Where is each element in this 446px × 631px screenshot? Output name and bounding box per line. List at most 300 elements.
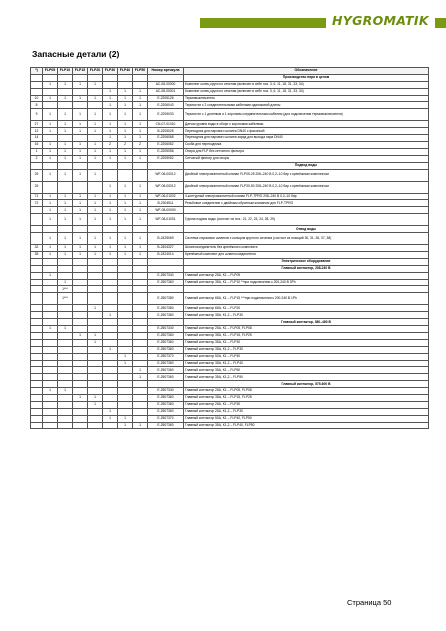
table-cell [133,272,148,279]
table-cell [58,415,73,422]
table-row [31,312,429,319]
table-cell [88,88,103,95]
description-cell: Главный контактор 35А, K1,2 – FLP50 [184,374,429,381]
table-cell [43,401,58,408]
table-cell: 1 [133,422,148,429]
table-cell [118,293,133,305]
table-row [31,394,429,401]
description-cell: Термостат с 2 соединительными кабелями одинаковой длины [184,102,429,109]
table-cell: 1 [43,95,58,102]
table-cell: 1 [118,245,133,252]
table-cell [73,74,88,81]
table-cell [133,408,148,415]
table-cell [31,374,43,381]
table-cell: 1 [103,155,118,162]
table-cell [31,214,43,226]
table-cell [88,367,103,374]
table-cell: 1 [133,109,148,121]
table-cell [43,360,58,367]
table-row [31,200,429,207]
page-number: Страница 50 [347,598,392,607]
article-number-cell: E-2206068 [148,135,184,142]
table-cell [73,422,88,429]
table-cell: 1 [73,332,88,339]
article-number-cell [148,319,184,326]
header-bar [0,0,446,42]
table-cell: 1 [118,415,133,422]
table-cell [73,353,88,360]
table-cell [58,162,73,169]
table-cell: 25 [31,169,43,181]
table-cell [133,162,148,169]
table-cell [133,415,148,422]
table-cell [58,319,73,326]
table-cell: 1*** [58,293,73,305]
table-cell [58,381,73,388]
table-cell: 1 [43,128,58,135]
table-cell [133,401,148,408]
table-cell: 1 [118,148,133,155]
table-cell [133,226,148,233]
table-cell [31,286,43,293]
table-cell: 1 [103,200,118,207]
table-cell [31,422,43,429]
table-cell [31,305,43,312]
table-cell: 1 [73,169,88,181]
table-cell: 1 [103,109,118,121]
table-cell [118,279,133,286]
table-cell [58,394,73,401]
table-cell [31,265,43,272]
table-cell: 1 [103,102,118,109]
table-cell [118,346,133,353]
article-number-cell: B-2205025 [148,128,184,135]
table-row [31,422,429,429]
table-cell: 1 [103,312,118,319]
article-number-cell: E-2507360 [148,408,184,415]
table-cell: 1 [43,81,58,88]
table-cell: 1 [118,200,133,207]
table-cell [88,346,103,353]
table-cell [118,312,133,319]
table-cell: 1 [43,148,58,155]
article-number-cell: B-2425069 [148,233,184,245]
table-cell [73,312,88,319]
table-cell [133,265,148,272]
description-cell: Главный контактор 25А, K1 – FLP05, FLP08 [184,388,429,395]
table-cell [103,293,118,305]
table-cell: 1 [58,81,73,88]
table-cell: 1 [88,207,103,214]
table-cell [58,367,73,374]
table-row [31,233,429,245]
table-cell [133,332,148,339]
table-cell: 1 [133,245,148,252]
description-cell: Переходник для парового шланга DN40 с фасонкой [184,128,429,135]
article-number-cell [148,226,184,233]
article-number-cell [148,74,184,81]
table-cell [43,353,58,360]
table-cell: 1 [73,233,88,245]
table-cell: 1 [88,252,103,259]
description-cell: Комплект колец круглого сечения (включен в себе поз. 3, 6, 11, 18, 31, 33, 34) [184,88,429,95]
table-cell [133,312,148,319]
table-cell [73,279,88,286]
table-cell: 1 [103,252,118,259]
table-cell: 1 [133,214,148,226]
article-number-cell: E-2507360 [148,374,184,381]
table-cell: 10 [31,95,43,102]
table-row [31,102,429,109]
table-cell [43,162,58,169]
table-cell [103,319,118,326]
description-cell [184,207,429,214]
description-cell: Датчик уровня воды в сборе с короткими кабелями [184,121,429,128]
table-cell [58,374,73,381]
table-cell [118,169,133,181]
table-cell: 1 [133,374,148,381]
table-cell: 1 [58,121,73,128]
table-cell [73,226,88,233]
article-number-cell: WF-06-00012 [148,169,184,181]
table-cell [103,265,118,272]
description-cell: Главный контактор 35А, K1,2 – FLP30 [184,312,429,319]
table-row [31,388,429,395]
table-cell [31,81,43,88]
table-row [31,81,429,88]
table-cell: 1 [43,272,58,279]
article-number-cell [148,162,184,169]
table-cell: 1 [43,214,58,226]
table-cell: 32 [31,245,43,252]
spare-parts-table [30,67,429,429]
table-cell: 1 [133,200,148,207]
table-cell [31,162,43,169]
table-cell [58,88,73,95]
table-row [31,121,429,128]
table-cell [73,293,88,305]
description-cell: Главный контактор, 208-240 В [184,265,429,272]
table-cell [31,401,43,408]
table-cell [118,381,133,388]
table-cell: 1 [58,279,73,286]
table-cell [118,388,133,395]
table-cell: 1 [58,207,73,214]
table-row [31,279,429,286]
table-cell [103,74,118,81]
table-cell [43,88,58,95]
logo [326,9,435,31]
table-cell [133,394,148,401]
column-header: FLP15 [73,68,88,75]
table-cell [88,226,103,233]
table-cell [58,353,73,360]
table-cell: 1 [118,181,133,193]
table-cell [118,394,133,401]
table-cell: 2 [118,142,133,149]
table-cell: 1 [58,95,73,102]
table-cell [43,319,58,326]
table-cell [73,102,88,109]
table-cell: 1 [118,88,133,95]
table-cell: 72 [31,200,43,207]
table-cell [88,326,103,333]
table-cell [118,226,133,233]
table-cell [103,360,118,367]
table-cell: 1 [73,121,88,128]
description-cell: Главный контактор 25А, K1 – FLP05 [184,272,429,279]
article-number-cell: E-2507360 [148,346,184,353]
article-number-cell: E-2206043 [148,102,184,109]
table-cell [73,339,88,346]
table-cell [31,207,43,214]
table-row [31,245,429,252]
table-cell [88,415,103,422]
table-cell: 1 [88,81,103,88]
table-cell: 1 [88,193,103,200]
table-cell [58,135,73,142]
table-cell: 1 [103,148,118,155]
column-header: FLP50 [133,68,148,75]
table-cell: 1 [103,415,118,422]
article-number-cell: E-2205052 [148,155,184,162]
description-cell: Отвод воды [184,226,429,233]
description-cell: Главный контактор 25А, K1,2 – FLP30 [184,408,429,415]
table-cell: 1 [103,346,118,353]
table-cell: 1 [73,148,88,155]
table-cell: 1 [73,128,88,135]
table-cell [43,312,58,319]
table-cell: 1 [88,245,103,252]
table-cell [133,360,148,367]
table-cell: 1 [58,233,73,245]
table-cell [31,258,43,265]
table-cell [31,88,43,95]
logo-text: HYGROMATIK [332,12,429,28]
table-cell [58,408,73,415]
table-cell [118,401,133,408]
article-number-cell: B-2404327 [148,245,184,252]
table-cell [31,272,43,279]
table-cell: 1 [133,207,148,214]
table-cell: 9 [31,109,43,121]
table-row [31,88,429,95]
table-cell [73,408,88,415]
table-cell: 1 [118,233,133,245]
table-cell: 1 [133,95,148,102]
table-cell: 1 [43,207,58,214]
table-cell [88,102,103,109]
table-cell: 1 [58,142,73,149]
table-cell [133,346,148,353]
table-cell: 1 [133,155,148,162]
table-cell [103,226,118,233]
table-cell [103,339,118,346]
column-header: Номер артикула [148,68,184,75]
table-cell [73,360,88,367]
column-header: FLP20 [88,68,103,75]
table-cell [31,319,43,326]
table-cell [31,408,43,415]
table-cell [58,305,73,312]
table-cell: 1 [43,326,58,333]
table-cell [43,415,58,422]
table-cell [133,279,148,286]
table-row [31,109,429,121]
table-cell [31,312,43,319]
table-cell [58,258,73,265]
table-cell: 1*** [58,286,73,293]
article-number-cell [148,286,184,293]
description-cell: Система спусковых шлангов с кольцом круглого сечения (состоит из позиций 30, 31, 36, 37, 38) [184,233,429,245]
table-cell: 1 [133,121,148,128]
table-cell: 1 [118,207,133,214]
table-cell [103,169,118,181]
table-cell [88,272,103,279]
table-cell [88,319,103,326]
table-row [31,367,429,374]
article-number-cell: E-2507370 [148,353,184,360]
table-cell: 1 [88,95,103,102]
table-cell [118,258,133,265]
table-cell: 14 [31,135,43,142]
table-cell [31,74,43,81]
table-cell: 1 [73,95,88,102]
description-cell: Главный контактор 35А, K1 – FLP10 **при подключении к 200-240 В 3Ph [184,279,429,286]
table-cell [118,332,133,339]
description-cell: Шлангосоединитель без крепёжного комплекта [184,245,429,252]
section-header-row [31,258,429,265]
table-cell [31,226,43,233]
section-header-row [31,381,429,388]
article-number-cell [148,265,184,272]
description-cell: Главный контактор 25А, K1 – FLP05, FLP08 [184,326,429,333]
table-row [31,181,429,193]
table-cell [31,360,43,367]
table-cell: 1 [118,95,133,102]
table-cell [133,319,148,326]
table-row [31,207,429,214]
parts-table-body [31,68,429,429]
table-cell [43,226,58,233]
table-cell [73,265,88,272]
table-cell [103,81,118,88]
table-cell: 1 [103,245,118,252]
article-number-cell: E-2205056 [148,148,184,155]
table-cell: 1 [43,169,58,181]
table-row [31,293,429,305]
table-cell: 1 [118,193,133,200]
description-cell: Главный контактор 50А, K1 – FLP40, FLP50 [184,415,429,422]
article-number-cell: E-2507340 [148,388,184,395]
article-number-cell: E-2507380 [148,293,184,305]
table-row [31,286,429,293]
table-row [31,95,429,102]
description-cell: Термостат с 1 длинным и 1 коротким соединительным кабелем (для подключения термовыключателя) [184,109,429,121]
table-cell [43,286,58,293]
table-cell [88,181,103,193]
table-cell: 1 [133,128,148,135]
table-cell [118,162,133,169]
table-cell [133,169,148,181]
article-number-cell: AC-08-00001 [148,88,184,95]
table-cell: 1 [43,109,58,121]
table-cell: 1 [58,214,73,226]
table-cell [118,408,133,415]
table-cell: 27 [31,121,43,128]
article-number-cell: WF-08-01001 [148,214,184,226]
description-cell: Группа подачи воды (состоит из поз.: 21, 22, 23, 24, 28, 29) [184,214,429,226]
table-cell [103,388,118,395]
table-cell: 1 [43,252,58,259]
table-cell [58,332,73,339]
table-cell: 1 [31,148,43,155]
table-cell [43,367,58,374]
article-number-cell: E-2507360 [148,312,184,319]
table-cell: 1 [73,394,88,401]
table-cell [103,353,118,360]
table-cell [103,279,118,286]
table-cell [58,102,73,109]
table-cell: 1 [118,121,133,128]
table-cell: 1 [58,155,73,162]
table-cell [88,265,103,272]
section-header-row [31,226,429,233]
table-cell [31,279,43,286]
table-cell [43,381,58,388]
table-cell: 1 [118,353,133,360]
table-cell [58,422,73,429]
table-cell [88,353,103,360]
table-cell: 1 [133,88,148,95]
description-cell: Комплект колец круглого сечения (включен в себе поз. 3, 6, 11, 18, 31, 33, 34) [184,81,429,88]
table-row [31,401,429,408]
table-row [31,326,429,333]
table-cell [31,326,43,333]
section-header-row [31,74,429,81]
table-cell: 1 [88,128,103,135]
description-cell: Сетчатый фильтр для опоры [184,155,429,162]
table-cell: 2 [31,155,43,162]
table-cell: 8 [31,102,43,109]
table-cell: 1 [58,148,73,155]
table-cell [43,394,58,401]
table-row [31,128,429,135]
table-cell [133,293,148,305]
table-cell [73,286,88,293]
table-row [31,148,429,155]
article-number-cell: CN-07-01010 [148,121,184,128]
table-cell [73,381,88,388]
article-number-cell: E-2507360 [148,394,184,401]
table-cell [133,74,148,81]
description-cell: Переходник для парового шланга заряд для выхода пара DN40 [184,135,429,142]
table-cell [43,422,58,429]
article-number-cell: WF-08-00000 [148,207,184,214]
article-number-cell: WF-06-01002 [148,193,184,200]
table-cell [43,102,58,109]
column-header: FLP40 [118,68,133,75]
table-cell: 2 [133,142,148,149]
table-cell: 1 [73,207,88,214]
table-cell: 1 [103,193,118,200]
page-title: Запасные детали (2) [32,49,120,59]
table-cell [43,74,58,81]
table-cell [88,135,103,142]
description-cell: Производство пара в целом [184,74,429,81]
description-cell: Главный контактор 35А, K1 – FLP50 [184,367,429,374]
table-cell [103,272,118,279]
